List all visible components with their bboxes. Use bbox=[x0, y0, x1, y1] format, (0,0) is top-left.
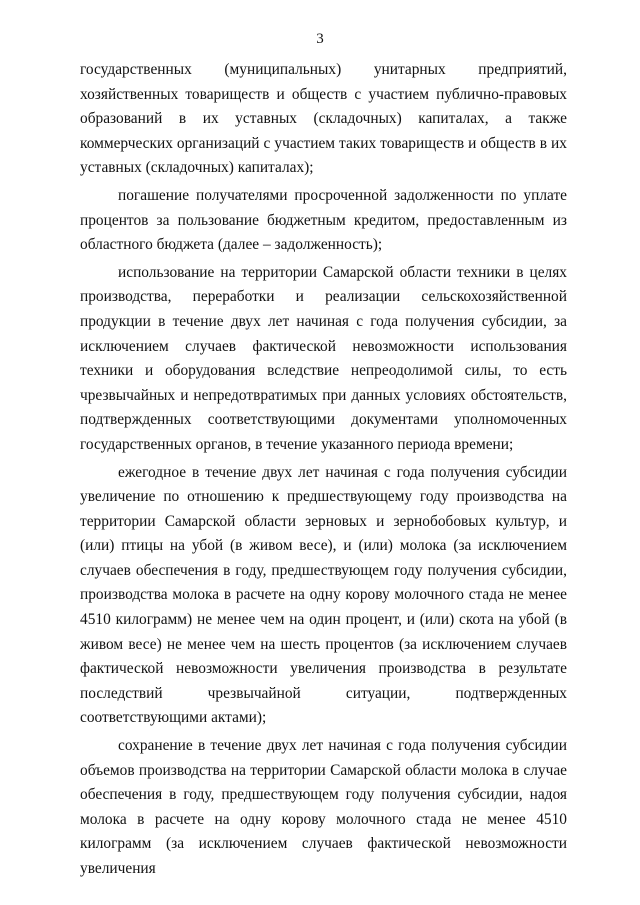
paragraph-milk-volume: сохранение в течение двух лет начиная с года получения субсидии объемов производства на территории Самарской области молока в случае обеспечения в году, предшествующем году получения субсидии, надоя молока в расчете на одну корову молочного стада не менее 4510 килограмм (за исключением случаев фактической невозможности увеличения bbox=[80, 737, 567, 877]
paragraph-debt-repayment: погашение получателями просроченной задолженности по уплате процентов за пользование бюджетным кредитом, предоставленным из областного бюджета (далее – задолженность); bbox=[80, 186, 567, 254]
document-body bbox=[80, 58, 567, 882]
page-number: 3 bbox=[316, 31, 324, 47]
paragraph-equipment-use: использование на территории Самарской области техники в целях производства, переработки и реализации сельскохозяйственной продукции в течение двух лет начиная с года получения субсидии, за исключением случаев фактической невозможности использования техники и оборудования вследствие непреодолимой силы, то есть чрезвычайных и непредотвратимых при данных условиях обстоятельств, подтвержденных соответствующими документами уполномоченных государственных органов, в течение указанного периода времени; bbox=[80, 263, 567, 453]
paragraph-production-increase: ежегодное в течение двух лет начиная с года получения субсидии увеличение по отношению к предшествующему году производства на территории Самарской области зерновых и зернобобовых культур, и (или) птицы на убой (в живом весе), и (или) молока (за исключением случаев обеспечения в году, предшествующем году получения субсидии, производства молока в расчете на одну корову молочного стада не менее 4510 килограмм) не менее чем на один процент, и (или) скота на убой (в живом весе) не менее чем на шесть процентов (за исключением случаев фактической невозможности увеличения производства в результате последствий чрезвычайной ситуации, подтвержденных соответствующими актами); bbox=[80, 463, 567, 727]
paragraph-continued: государственных (муниципальных) унитарных предприятий, хозяйственных товариществ и обществ с участием публично-правовых образований в их уставных (складочных) капиталах, а также коммерческих организаций с участием таких товариществ и обществ в их уставных (складочных) капиталах); bbox=[80, 61, 567, 177]
